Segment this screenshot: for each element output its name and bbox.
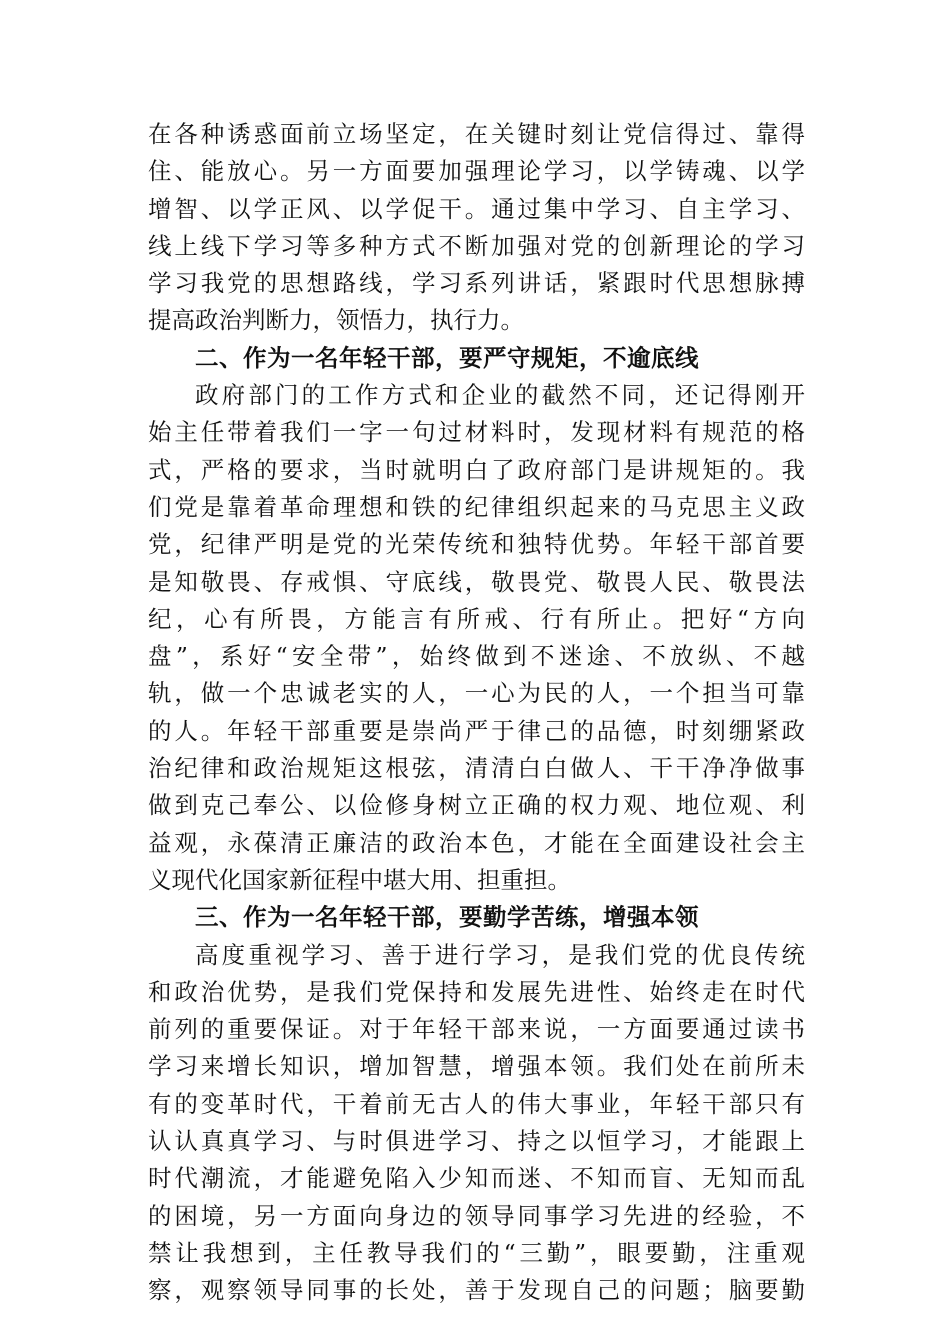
text-line: 益观，永葆清正廉洁的政治本色，才能在全面建设社会主 bbox=[148, 828, 805, 857]
text-line: 有的变革时代，干着前无古人的伟大事业，年轻干部只有 bbox=[148, 1089, 805, 1118]
text-line: 政府部门的工作方式和企业的截然不同，还记得刚开 bbox=[195, 381, 805, 410]
text-line: 做到克己奉公、以俭修身树立正确的权力观、地位观、利 bbox=[148, 791, 805, 820]
text-line: 住、能放心。另一方面要加强理论学习，以学铸魂、以学 bbox=[148, 157, 805, 186]
section3-paragraph bbox=[148, 937, 805, 1310]
text-line: 时代潮流，才能避免陷入少知而迷、不知而盲、无知而乱 bbox=[148, 1164, 805, 1193]
text-line: 学习我党的思想路线，学习系列讲话，紧跟时代思想脉搏 bbox=[148, 269, 805, 298]
text-line: 们党是靠着革命理想和铁的纪律组织起来的马克思主义政 bbox=[148, 492, 805, 521]
text-line: 学习来增长知识，增加智慧，增强本领。我们处在前所未 bbox=[148, 1052, 805, 1081]
text-line: 和政治优势，是我们党保持和发展先进性、始终走在时代 bbox=[148, 977, 805, 1006]
text-line: 认认真真学习、与时俱进学习、持之以恒学习，才能跟上 bbox=[148, 1127, 805, 1156]
section-heading-2: 二、作为一名年轻干部，要严守规矩，不逾底线 bbox=[195, 343, 699, 372]
text-line: 轨，做一个忠诚老实的人，一心为民的人，一个担当可靠 bbox=[148, 679, 805, 708]
text-line: 盘”，系好“安全带”，始终做到不迷途、不放纵、不越 bbox=[148, 642, 805, 671]
text-line: 增智、以学正风、以学促干。通过集中学习、自主学习、 bbox=[148, 194, 805, 223]
text-line: 在各种诱惑面前立场坚定，在关键时刻让党信得过、靠得 bbox=[148, 120, 805, 148]
document-page bbox=[148, 116, 805, 1310]
text-line: 始主任带着我们一字一句过材料时，发现材料有规范的格 bbox=[148, 418, 805, 447]
text-line: 禁让我想到，主任教导我们的“三勤”，眼要勤，注重观 bbox=[148, 1238, 805, 1267]
section-heading-3: 三、作为一名年轻干部，要勤学苦练，增强本领 bbox=[195, 903, 699, 932]
text-line: 的困境，另一方面向身边的领导同事学习先进的经验，不 bbox=[148, 1201, 805, 1230]
text-line: 前列的重要保证。对于年轻干部来说，一方面要通过读书 bbox=[148, 1015, 805, 1044]
text-line: 的人。年轻干部重要是崇尚严于律己的品德，时刻绷紧政 bbox=[148, 716, 805, 745]
text-line: 高度重视学习、善于进行学习，是我们党的优良传统 bbox=[195, 940, 805, 969]
text-line: 治纪律和政治规矩这根弦，清清白白做人、干干净净做事 bbox=[148, 754, 805, 783]
section1-paragraph bbox=[148, 116, 805, 340]
text-line: 义现代化国家新征程中堪大用、担重担。 bbox=[148, 865, 571, 894]
text-line: 察，观察领导同事的长处，善于发现自己的问题；脑要勤 bbox=[148, 1276, 805, 1305]
text-line: 线上线下学习等多种方式不断加强对党的创新理论的学习 bbox=[148, 231, 805, 260]
text-line: 式，严格的要求，当时就明白了政府部门是讲规矩的。我 bbox=[148, 455, 805, 484]
text-line: 党，纪律严明是党的光荣传统和独特优势。年轻干部首要 bbox=[148, 530, 805, 559]
text-line: 是知敬畏、存戒惧、守底线，敬畏党、敬畏人民、敬畏法 bbox=[148, 567, 805, 596]
text-line: 提高政治判断力，领悟力，执行力。 bbox=[148, 306, 524, 335]
text-line: 纪，心有所畏，方能言有所戒、行有所止。把好“方向 bbox=[148, 604, 805, 633]
section2-paragraph bbox=[148, 377, 805, 899]
